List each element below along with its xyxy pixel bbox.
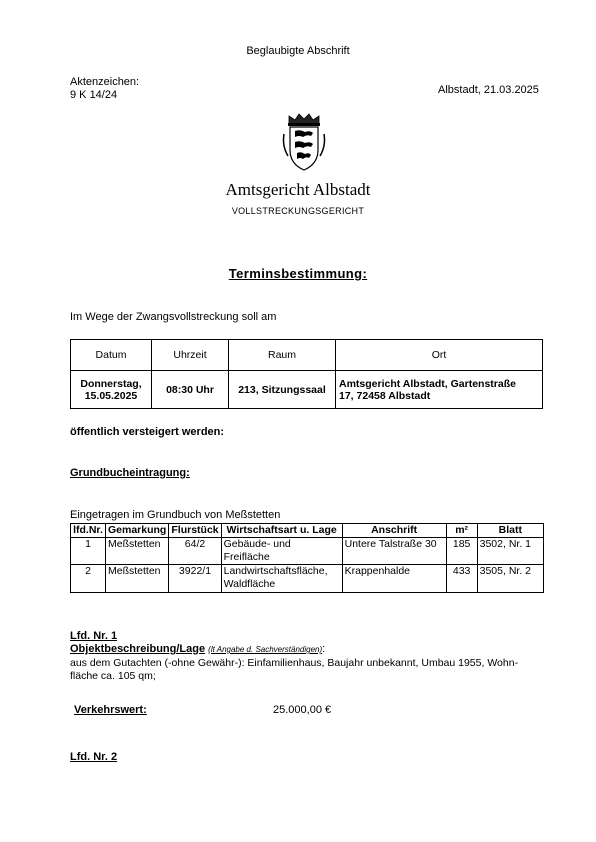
item-1-desc-label-line — [70, 643, 325, 655]
col-m2: m² — [446, 524, 477, 538]
header-room: Raum — [229, 340, 336, 371]
appointment-date — [71, 371, 152, 409]
land-register-header-row — [71, 524, 544, 538]
place-line-1: Amtsgericht Albstadt, Gartenstraße — [339, 377, 516, 390]
desc-colon: : — [322, 643, 326, 655]
row-wirtschaftsart — [221, 538, 342, 565]
desc-line-1: aus dem Gutachten (-ohne Gewähr-): Einfamilienhaus, Baujahr unbekannt, Umbau 1955, Wohn- — [70, 657, 519, 669]
col-blatt: Blatt — [477, 524, 543, 538]
page-title: Terminsbestimmung: — [228, 266, 368, 281]
appointment-row — [71, 371, 543, 409]
row-nr: 1 — [71, 538, 106, 565]
item-1-heading: Lfd. Nr. 1 — [70, 630, 118, 642]
market-value-label: Verkehrswert: — [74, 704, 147, 716]
row-wirtschaftsart — [221, 565, 342, 593]
row-flurstueck: 3922/1 — [169, 565, 221, 593]
coat-of-arms-icon — [281, 112, 327, 172]
row-art-line-2: Waldfläche — [223, 578, 276, 590]
court-department: VOLLSTRECKUNGSGERICHT — [231, 206, 365, 216]
row-nr: 2 — [71, 565, 106, 593]
col-gemarkung: Gemarkung — [106, 524, 169, 538]
col-nr: lfd.Nr. — [71, 524, 106, 538]
table-row — [71, 565, 544, 593]
row-anschrift: Krappenhalde — [342, 565, 446, 593]
auction-text: öffentlich versteigert werden: — [70, 426, 225, 438]
appointment-time: 08:30 Uhr — [152, 371, 229, 409]
row-art-line-1: Gebäude- und Freifläche — [223, 538, 291, 563]
table-row — [71, 538, 544, 565]
row-gemarkung: Meßstetten — [106, 565, 169, 593]
row-flurstueck: 64/2 — [169, 538, 221, 565]
item-2-heading: Lfd. Nr. 2 — [70, 751, 118, 763]
doc-type: Beglaubigte Abschrift — [246, 45, 350, 57]
header-place: Ort — [336, 340, 543, 371]
header-time: Uhrzeit — [152, 340, 229, 371]
desc-note: (lt Angabe d. Sachverständigen) — [208, 645, 323, 654]
appointment-place — [336, 371, 543, 409]
court-name: Amtsgericht Albstadt — [225, 180, 371, 199]
market-value: 25.000,00 € — [273, 704, 332, 716]
appointment-header-row — [71, 340, 543, 371]
col-anschrift: Anschrift — [342, 524, 446, 538]
row-m2: 185 — [446, 538, 477, 565]
appointment-room: 213, Sitzungssaal — [229, 371, 336, 409]
col-flurstueck: Flurstück — [169, 524, 221, 538]
desc-label: Objektbeschreibung/Lage — [70, 643, 206, 655]
row-m2: 433 — [446, 565, 477, 593]
land-register-intro: Eingetragen im Grundbuch von Meßstetten — [70, 509, 281, 521]
file-number: 9 K 14/24 — [70, 89, 118, 101]
row-gemarkung: Meßstetten — [106, 538, 169, 565]
date-line-2: 15.05.2025 — [84, 389, 138, 402]
row-blatt: 3502, Nr. 1 — [477, 538, 543, 565]
land-register-heading: Grundbucheintragung: — [70, 467, 190, 479]
intro-text: Im Wege der Zwangsvollstreckung soll am — [70, 311, 277, 323]
place-line-2: 17, 72458 Albstadt — [339, 389, 431, 402]
appointment-table — [70, 339, 543, 409]
row-art-line-1: Landwirtschaftsfläche, — [223, 565, 328, 577]
land-register-table — [70, 523, 544, 593]
row-anschrift: Untere Talstraße 30 — [342, 538, 446, 565]
desc-line-2: fläche ca. 105 qm; — [70, 670, 156, 682]
file-label: Aktenzeichen: — [70, 76, 140, 88]
row-blatt: 3505, Nr. 2 — [477, 565, 543, 593]
place-date: Albstadt, 21.03.2025 — [438, 84, 539, 96]
date-line-1: Donnerstag, — [80, 377, 142, 390]
col-wirtschaftsart: Wirtschaftsart u. Lage — [221, 524, 342, 538]
header-date: Datum — [71, 340, 152, 371]
